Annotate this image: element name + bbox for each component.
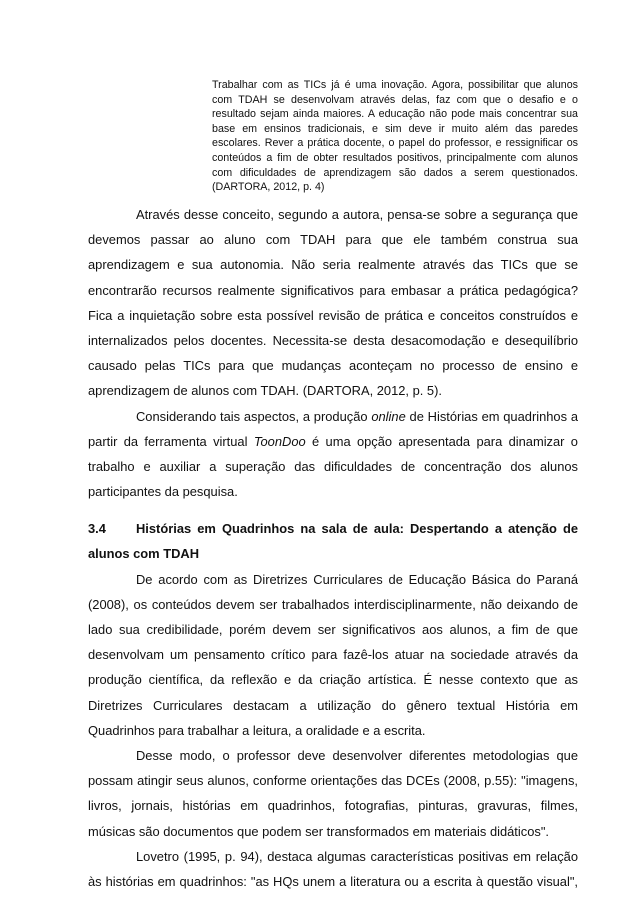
body-text (88, 202, 578, 894)
paragraph-line: lado sua credibilidade, porém devem ser significativos aos alunos, a fim de que (88, 622, 578, 637)
quote-line: Trabalhar com as TICs já é uma inovação. Agora, possibilitar que alunos (212, 79, 578, 91)
paragraph-line (88, 404, 578, 429)
italic-term-online: online (371, 408, 406, 424)
text-run: Considerando tais aspectos, a produção (136, 408, 372, 424)
quote-line: resultado sejam ainda maiores. A educação não pode mais concentrar sua (212, 108, 578, 121)
section-title: Histórias em Quadrinhos na sala de aula: Despertando a atenção de (136, 521, 578, 537)
quote-line: com TDAH se desenvolvam através delas, faz com que o desafio e o (212, 93, 578, 106)
paragraph-line: Lovetro (1995, p. 94), destaca algumas características positivas em relação (136, 848, 578, 864)
paragraph-line: aprendizagem e sua autonomia. Não seria realmente através das TICs que se (88, 257, 578, 273)
quote-line: com dificuldades de aprendizagem são dados a serem questionados. (212, 166, 578, 179)
quote-line: escolares. Rever a prática docente, o papel do professor, e ressignificar os (212, 137, 578, 150)
paragraph-line: desenvolvam um pensamento crítico para fazê-los atuar na sociedade através da (88, 647, 578, 663)
text-run: partir da ferramenta virtual (88, 433, 254, 449)
paragraph-line: Desse modo, o professor deve desenvolver diferentes metodologias que (136, 747, 578, 763)
paragraph-line: causado pelas TICs para que mudanças aconteçam no processo de ensino e (88, 358, 578, 374)
paragraph-line: Diretrizes Curriculares destacam a utilização do gênero textual História em (88, 697, 578, 713)
section-heading-line: alunos com TDAH (88, 546, 200, 562)
quote-line: conteúdos a fim de obter resultados positivos, principalmente com alunos (212, 151, 578, 164)
quote-line: base em ensinos tradicionais, e sim deve ir muito além das paredes (212, 122, 578, 135)
section-heading-line (88, 516, 578, 541)
section-number: 3.4 (88, 521, 106, 537)
paragraph-line: músicas são documentos que podem ser transformados em materiais didáticos". (88, 823, 549, 839)
paragraph-4 (88, 743, 578, 844)
paragraph-line: produção científica, da reflexão e da criação artística. É nesse contexto que as (88, 672, 578, 688)
section-spacer (88, 504, 578, 516)
paragraph-5 (88, 844, 578, 894)
paragraph-line: trabalho e auxiliar a superação das dificuldades de concentração dos alunos (88, 458, 578, 474)
paragraph-line: livros, jornais, histórias em quadrinhos, fotografias, pinturas, gravuras, filmes, (88, 798, 578, 814)
paragraph-2 (88, 404, 578, 505)
paragraph-line: internalizados pelos docentes. Necessita-se desta desacomodação e desequilíbrio (88, 332, 578, 348)
paragraph-line: participantes da pesquisa. (88, 484, 238, 500)
paragraph-line: Fica a inquietação sobre esta possível revisão de prática e conceitos construídos e (88, 307, 578, 323)
block-quote (212, 78, 578, 195)
paragraph-line: aprendizagem de alunos com TDAH. (DARTORA, 2012, p. 5). (88, 383, 442, 399)
paragraph-line: Através desse conceito, segundo a autora, pensa-se sobre a segurança que (136, 207, 578, 222)
paragraph-line: devemos passar ao aluno com TDAH para que ele também construa sua (88, 232, 578, 248)
paragraph-line (88, 429, 578, 454)
text-run: é uma opção apresentada para dinamizar o (305, 433, 578, 449)
paragraph-1 (88, 202, 578, 404)
section-heading (88, 516, 578, 566)
paragraph-line: (2008), os conteúdos devem ser trabalhados interdisciplinarmente, não deixando de (88, 596, 578, 612)
italic-term-toondoo: ToonDoo (253, 433, 306, 449)
text-run: de Histórias em quadrinhos a (405, 408, 578, 424)
paragraph-3 (88, 567, 578, 743)
quote-citation: (DARTORA, 2012, p. 4) (212, 181, 325, 194)
paragraph-line: De acordo com as Diretrizes Curriculares de Educação Básica do Paraná (136, 571, 578, 587)
paragraph-line: Quadrinhos para trabalhar a leitura, a oralidade e a escrita. (88, 722, 426, 738)
paragraph-line: possam atingir seus alunos, conforme orientações das DCEs (2008, p.55): "imagens, (88, 773, 578, 789)
paragraph-line: encontrarão recursos realmente significativos para embasar a prática pedagógica? (88, 282, 578, 298)
paragraph-line: às histórias em quadrinhos: "as HQs unem a literatura ou a escrita à questão visual", (88, 873, 578, 889)
